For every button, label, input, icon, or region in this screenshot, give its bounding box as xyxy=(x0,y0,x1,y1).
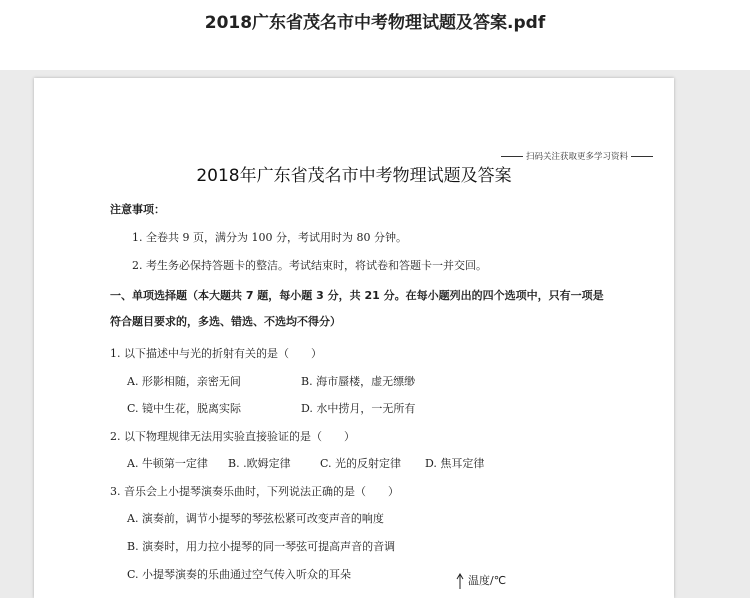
axis-arrow-icon xyxy=(456,573,464,589)
question-1-option-b: B. 海市蜃楼，虚无缥缈 xyxy=(301,375,416,388)
watermark-rule-right xyxy=(631,156,653,157)
notice-heading: 注意事项： xyxy=(110,203,165,216)
section-heading-line-1: 一、单项选择题（本大题共 7 题，每小题 3 分，共 21 分。在每小题列出的四个选项中，只有一项是 xyxy=(110,289,604,302)
figure-axis-label-text: 温度/℃ xyxy=(468,574,507,587)
question-1-option-d: D. 水中捞月，一无所有 xyxy=(301,402,416,415)
file-title: 2018广东省茂名市中考物理试题及答案.pdf xyxy=(204,13,546,33)
document-title: 2018年广东省茂名市中考物理试题及答案 xyxy=(196,166,512,186)
question-1-option-a: A. 形影相随，亲密无间 xyxy=(127,375,241,388)
question-2-option-b: B. .欧姆定律 xyxy=(228,457,291,470)
question-3-option-b: B. 演奏时，用力拉小提琴的同一琴弦可提高声音的音调 xyxy=(127,540,396,553)
pdf-page[interactable] xyxy=(34,78,674,598)
notice-item-2: 2. 考生务必保持答题卡的整洁。考试结束时，将试卷和答题卡一并交回。 xyxy=(132,259,487,272)
question-3-option-a: A. 演奏前，调节小提琴的琴弦松紧可改变声音的响度 xyxy=(127,512,384,525)
section-heading-line-2: 符合题目要求的，多选、错选、不选均不得分） xyxy=(110,315,341,328)
question-1-stem: 1. 以下描述中与光的折射有关的是（ ） xyxy=(110,347,322,360)
watermark-rule-left xyxy=(501,156,523,157)
question-2-stem: 2. 以下物理规律无法用实验直接验证的是（ ） xyxy=(110,430,355,443)
question-2-option-d: D. 焦耳定律 xyxy=(425,457,485,470)
viewer-toolbar xyxy=(0,0,750,70)
question-3-stem: 3. 音乐会上小提琴演奏乐曲时，下列说法正确的是（ ） xyxy=(110,485,399,498)
notice-item-1: 1. 全卷共 9 页，满分为 100 分，考试用时为 80 分钟。 xyxy=(132,231,407,244)
watermark-text: 扫码关注获取更多学习资料 xyxy=(525,152,628,162)
question-2-option-c: C. 光的反射定律 xyxy=(320,457,402,470)
figure-axis-label xyxy=(456,572,506,589)
question-2-option-a: A. 牛顿第一定律 xyxy=(127,457,208,470)
question-1-option-c: C. 镜中生花，脱离实际 xyxy=(127,402,242,415)
question-3-option-c: C. 小提琴演奏的乐曲通过空气传入听众的耳朵 xyxy=(127,568,352,581)
